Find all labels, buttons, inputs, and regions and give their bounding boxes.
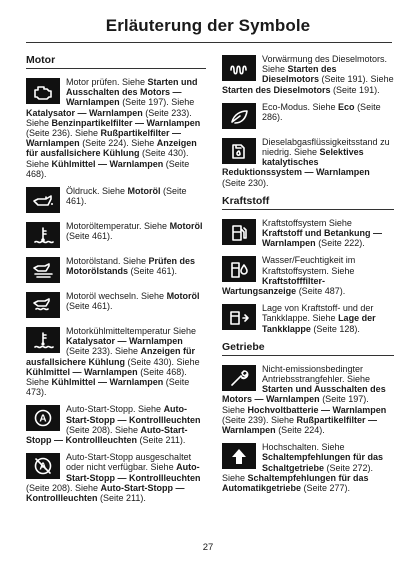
entry-text: (Seite 473). <box>26 377 190 398</box>
cross-reference-link[interactable]: Hochvoltbatterie — Warnlampen <box>247 404 387 415</box>
entry-text: (Seite 239). Siehe <box>222 414 297 425</box>
entry-text: Auto-Start-Stopp ausgeschaltet oder nicht verfügbar. Siehe <box>66 452 192 473</box>
cross-reference-link[interactable]: Motoröl <box>127 186 161 197</box>
entry-text: (Seite 468). Siehe <box>26 366 187 388</box>
cross-reference-link[interactable]: Kühlmittel — Warnlampen <box>26 366 138 377</box>
entry-text: (Seite 430). Siehe <box>26 148 189 169</box>
entry-text: Motoröl wechseln. Siehe <box>66 291 167 302</box>
entry-text: (Seite 233). Siehe <box>26 107 192 128</box>
transmission-entry-list <box>222 364 394 493</box>
symbol-entry <box>222 364 394 435</box>
water-in-fuel-icon <box>222 256 256 282</box>
entry-text: Lage von Kraftstoff- und der Tankklappe. Siehe <box>262 303 374 324</box>
cross-reference-link[interactable]: Auto-Start-Stopp — Kontrollleuchten <box>26 482 185 504</box>
cross-reference-link[interactable]: Kraftstofffilter-Wartungsanzeige <box>222 275 325 297</box>
svg-text:A: A <box>39 461 47 473</box>
symbol-entry <box>222 218 394 249</box>
engine-icon <box>26 78 60 104</box>
entry-text: (Seite 211). <box>137 435 186 446</box>
symbol-entry <box>222 442 394 493</box>
section-heading-motor: Motor <box>26 54 206 69</box>
symbol-entry <box>222 303 394 334</box>
motor-entry-list <box>26 77 206 503</box>
cross-reference-link[interactable]: Schaltempfehlungen für das Schaltgetriebe <box>262 452 384 473</box>
entry-text: Motor prüfen. Siehe <box>66 77 148 87</box>
entry-text: (Seite 430). Siehe <box>125 356 200 367</box>
cross-reference-link[interactable]: Rußpartikelfilter — Warnlampen <box>222 414 378 436</box>
page-number: 27 <box>202 542 214 553</box>
cross-reference-link[interactable]: Lage der Tankklappe <box>262 313 376 334</box>
glow-plug-icon <box>222 55 256 81</box>
section-heading-fuel: Kraftstoff <box>222 195 394 210</box>
entry-text: (Seite 222). <box>315 238 365 249</box>
eco-leaf-icon <box>222 103 256 129</box>
entry-text: (Seite 461). <box>66 301 113 312</box>
cross-reference-link[interactable]: Benzinpartikelfilter — Warnlampen <box>51 117 201 128</box>
page-title: Erläuterung der Symbole <box>105 16 311 35</box>
entry-text: Eco-Modus. Siehe <box>262 101 339 112</box>
entry-text: Wasser/Feuchtigkeit im Kraftstoffsystem. Siehe <box>262 255 356 276</box>
auto-start-stop-icon <box>26 405 60 431</box>
entry-text: Öldruck. Siehe <box>66 186 128 197</box>
cross-reference-link[interactable]: Schaltempfehlungen für das Automatikgetriebe <box>222 472 369 494</box>
symbol-entry <box>26 221 206 249</box>
entry-text: (Seite 461). <box>66 186 187 207</box>
cross-reference-link[interactable]: Starten und Ausschalten des Motors — Warnlampen <box>66 77 198 108</box>
section-heading-transmission: Getriebe <box>222 341 394 356</box>
entry-text: Hochschalten. Siehe <box>262 442 345 453</box>
cross-reference-link[interactable]: Auto-Start-Stopp — Kontrollleuchten <box>66 404 201 425</box>
oil-change-icon <box>26 292 60 318</box>
title-rule <box>26 42 392 43</box>
cross-reference-link[interactable]: Katalysator — Warnlampen <box>26 107 143 118</box>
entry-text: (Seite 128). <box>310 323 360 334</box>
entry-text: Motorkühlmitteltemperatur Siehe <box>66 326 197 337</box>
symbol-entry <box>26 256 206 284</box>
symbol-entry <box>222 137 394 188</box>
svg-text:A: A <box>39 413 47 425</box>
auto-start-stop-off-icon <box>26 453 60 479</box>
entry-text: Dieselabgasflüssigkeitsstand zu niedrig. Siehe <box>262 136 390 158</box>
oil-level-icon <box>26 257 60 283</box>
fuel-door-icon <box>222 304 256 330</box>
cross-reference-link[interactable]: Prüfen des Motorölstands <box>66 256 196 277</box>
right-column <box>222 54 394 500</box>
symbol-entry <box>26 326 206 397</box>
cross-reference-link[interactable]: Eco <box>338 101 355 112</box>
symbol-entry <box>222 102 394 130</box>
cross-reference-link[interactable]: Auto-Start-Stopp — Kontrollleuchten <box>26 424 188 446</box>
entry-text: Kraftstoffsystem Siehe <box>262 217 352 228</box>
entry-text: (Seite 277). <box>301 483 351 494</box>
cross-reference-link[interactable]: Auto-Start-Stopp — Kontrollleuchten <box>66 462 201 483</box>
cross-reference-link[interactable]: Katalysator — Warnlampen <box>66 336 183 347</box>
fuel-pump-icon <box>222 219 256 245</box>
entry-text: (Seite 286). <box>262 101 381 123</box>
cross-reference-link[interactable]: Starten und Ausschalten des Motors — Warnlampen <box>222 384 386 405</box>
cross-reference-link[interactable]: Starten des Dieselmotors <box>262 64 337 85</box>
entry-text: (Seite 461). <box>128 266 178 277</box>
entry-text: (Seite 230). <box>222 177 269 188</box>
cross-reference-link[interactable]: Motoröl <box>166 291 200 302</box>
symbol-entry <box>26 452 206 503</box>
entry-text: (Seite 224). Siehe <box>79 138 157 149</box>
symbol-entry <box>26 291 206 319</box>
entry-text: (Seite 191). <box>330 84 380 95</box>
symbol-entry <box>222 54 394 95</box>
entry-text: (Seite 233). Siehe <box>66 346 141 357</box>
entry-text: (Seite 272). Siehe <box>222 462 374 483</box>
entry-text: (Seite 197). Siehe <box>222 394 369 415</box>
wrench-icon <box>222 365 256 391</box>
cross-reference-link[interactable]: Anzeigen für ausfallsichere Kühlung <box>26 346 196 367</box>
motor-entry-list-continued <box>222 54 394 188</box>
cross-reference-link[interactable]: Kraftstoff und Betankung — Warnlampen <box>262 228 382 249</box>
cross-reference-link[interactable]: Selektives katalytisches Reduktionssystem — Warnlampen <box>222 147 370 178</box>
entry-text: (Seite 197). Siehe <box>119 97 195 108</box>
cross-reference-link[interactable]: Rußpartikelfilter — Warnlampen <box>26 128 182 149</box>
shift-up-arrow-icon <box>222 443 256 469</box>
entry-text: (Seite 191). Siehe <box>319 74 394 85</box>
oil-can-icon <box>26 187 60 213</box>
entry-text: (Seite 487). <box>296 286 346 297</box>
cross-reference-link[interactable]: Kühlmittel — Warnlampen <box>51 377 164 388</box>
entry-text: (Seite 208). Siehe <box>66 424 141 435</box>
entry-text: (Seite 236). Siehe <box>26 128 101 139</box>
symbol-entry <box>26 77 206 179</box>
entry-text: (Seite 224). <box>275 425 325 436</box>
cross-reference-link[interactable]: Starten des Dieselmotors <box>222 84 331 95</box>
entry-text: Motorölstand. Siehe <box>66 256 149 267</box>
cross-reference-link[interactable]: Kühlmittel — Warnlampen <box>51 158 164 169</box>
entry-text: Vorwärmung des Dieselmotors. Siehe <box>262 54 388 75</box>
symbol-entry <box>222 255 394 296</box>
entry-text: Nicht-emissionsbedingter Antriebsstrangfehler. Siehe <box>262 363 371 385</box>
entry-text: (Seite 211). <box>97 493 146 504</box>
entry-text: (Seite 208). Siehe <box>26 482 101 493</box>
left-column <box>26 54 206 510</box>
entry-text: Motoröltemperatur. Siehe <box>66 221 170 232</box>
symbol-entry <box>26 404 206 445</box>
fuel-entry-list <box>222 218 394 334</box>
coolant-temperature-icon <box>26 222 60 248</box>
coolant-icon <box>26 327 60 353</box>
entry-text: (Seite 468). <box>26 158 190 179</box>
entry-text: (Seite 461). <box>66 231 113 242</box>
entry-text: Auto-Start-Stopp. Siehe <box>66 404 164 415</box>
cross-reference-link[interactable]: Motoröl <box>169 221 203 232</box>
cross-reference-link[interactable]: Anzeigen für ausfallsichere Kühlung <box>26 138 197 159</box>
diesel-exhaust-fluid-icon <box>222 138 256 164</box>
symbol-entry <box>26 186 206 214</box>
